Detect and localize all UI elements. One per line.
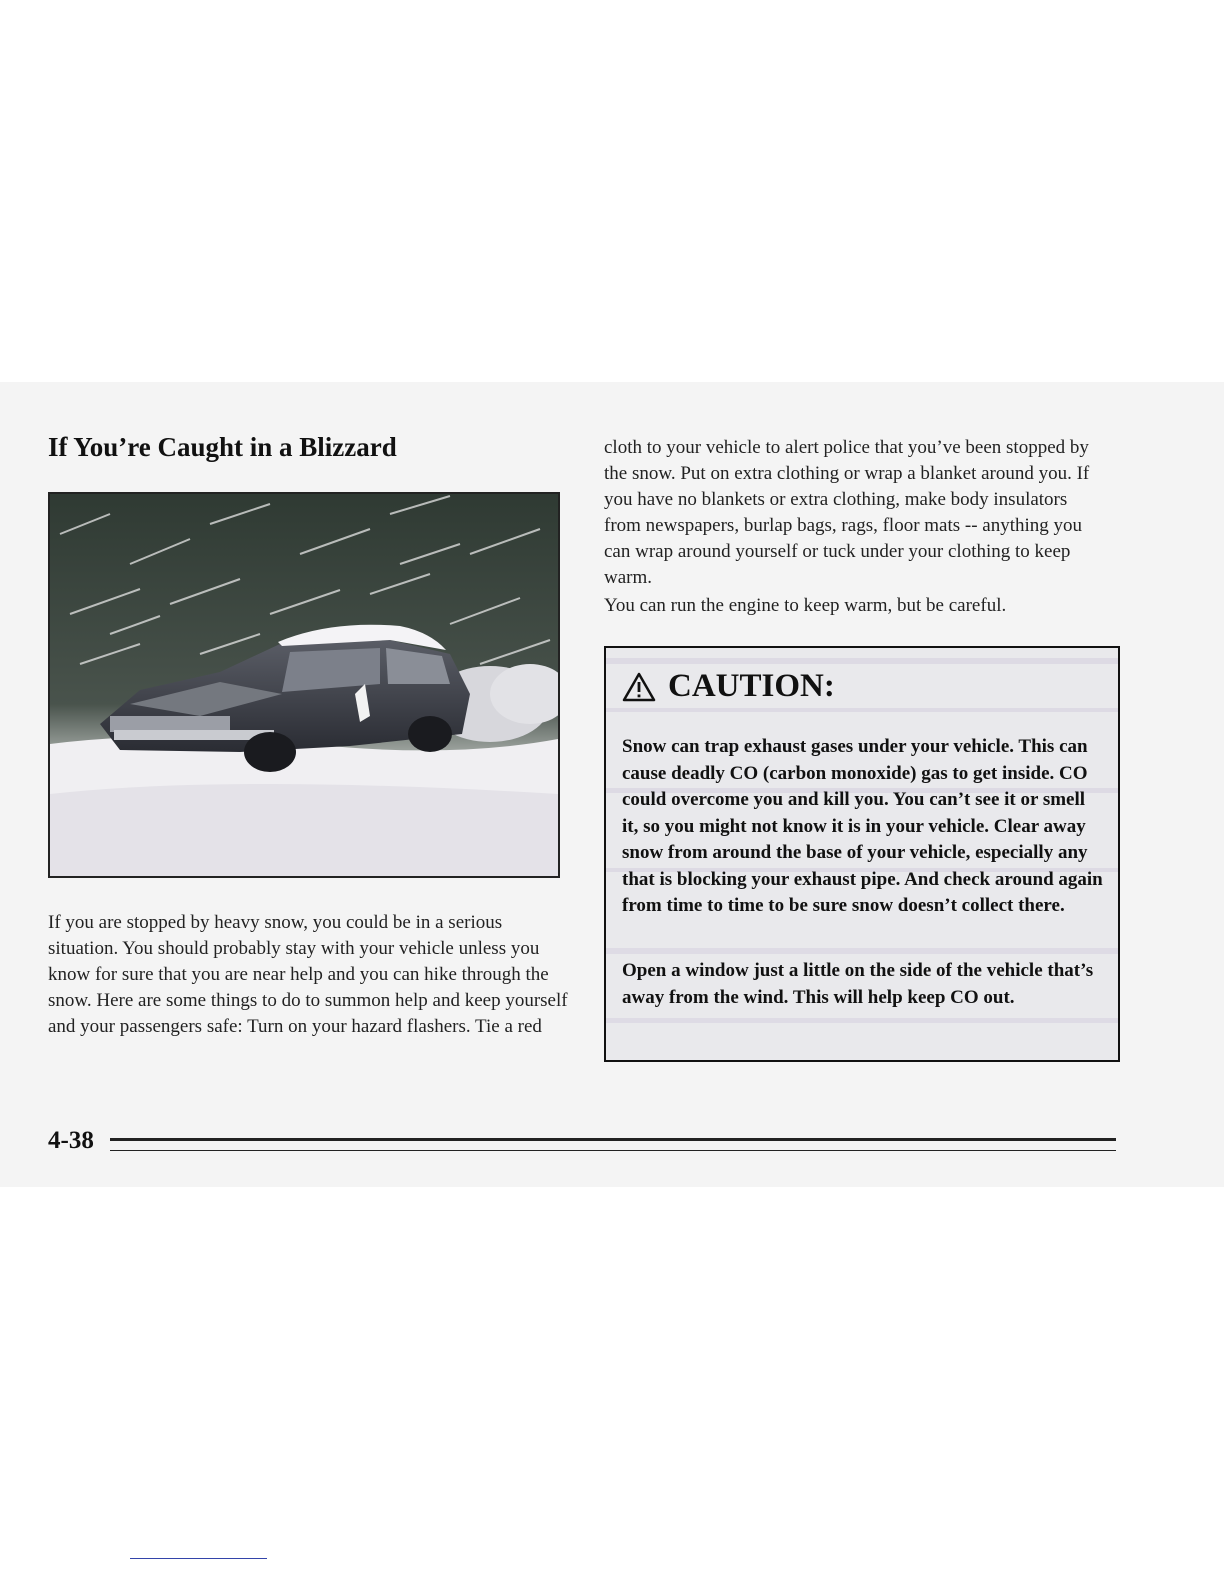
car-in-snow-image (50, 494, 558, 876)
continuation-paragraph: cloth to your vehicle to alert police that you’ve been stopped by the snow. Put on extra clothing or wrap a blanket around you. If you have no blankets or extra clothing, make body insulators from newspapers, burlap bags, rags, floor mats -- anything you can wrap around yourself or tuck under your clothing to keep warm. (604, 437, 1090, 588)
warning-triangle-icon (622, 672, 656, 702)
caution-paragraph-2: Open a window just a little on the side of the vehicle that’s away from the wind. This will help keep CO out. (622, 960, 1094, 1008)
footer-rule-thin (110, 1150, 1116, 1151)
caution-label: CAUTION: (668, 668, 835, 704)
intro-paragraph: If you are stopped by heavy snow, you could be in a serious situation. You should probably stay with your vehicle unless you know for sure that you are near help and you can hike through the snow. Here are some things to do to summon help and keep yourself and your passengers safe: Turn on your hazard flashers. Tie a red (48, 912, 568, 1037)
caution-box (604, 646, 1120, 1062)
blizzard-illustration (48, 492, 560, 878)
bottom-divider (130, 1558, 267, 1559)
caution-paragraph-1: Snow can trap exhaust gases under your vehicle. This can cause deadly CO (carbon monoxide) gas to get inside. CO could overcome you and kill you. You can’t see it or smell it, so you might not know it is in your vehicle. Clear away snow from around the base of your vehicle, especially any that is blocking your exhaust pipe. And check around again from time to time to be sure snow doesn’t collect there. (622, 736, 1103, 916)
engine-paragraph: You can run the engine to keep warm, but be careful. (604, 595, 1007, 616)
page-number: 4-38 (48, 1127, 94, 1154)
caution-title (622, 668, 835, 705)
footer-rule (110, 1138, 1116, 1141)
page-heading: If You’re Caught in a Blizzard (48, 432, 397, 462)
